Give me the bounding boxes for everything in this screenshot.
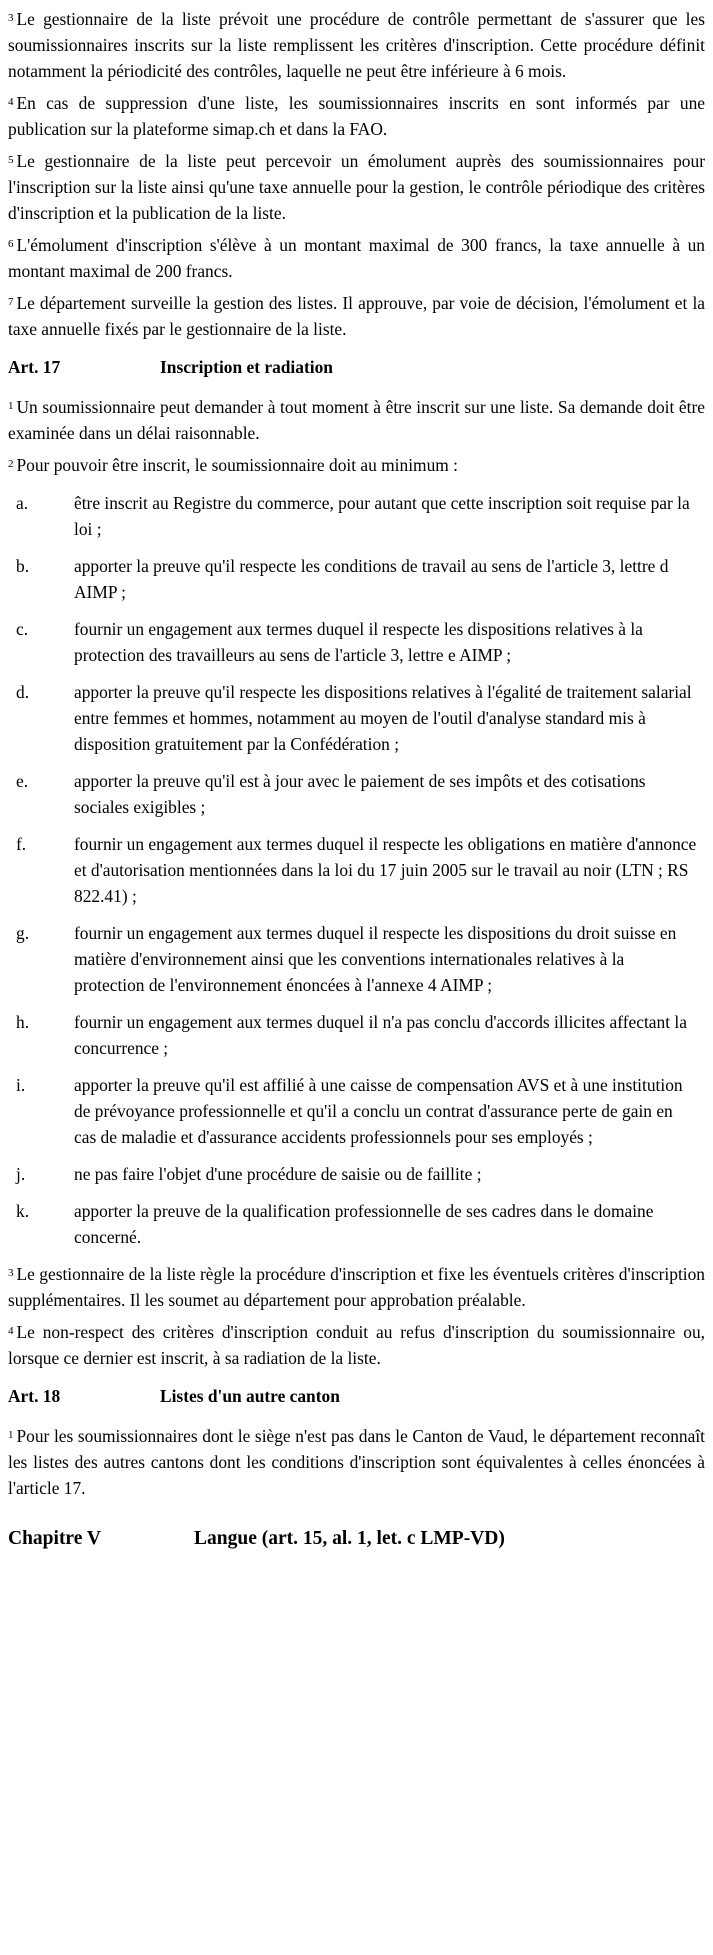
paragraph-text: L'émolument d'inscription s'élève à un montant maximal de 300 francs, la taxe annuelle à un montant maximal de 200 francs. [8,235,705,281]
list-letter: f. [16,834,27,854]
paragraph-text: Le département surveille la gestion des listes. Il approuve, par voie de décision, l'émolument et la taxe annuelle fixés par le gestionnaire de la liste. [8,293,705,339]
list-item [8,553,705,605]
paragraph-text: Le gestionnaire de la liste peut percevoir un émolument auprès des soumissionnaires pour l'inscription sur la liste ainsi qu'une taxe annuelle pour la gestion, le contrôle périodique des critères d'inscription et la publication de la liste. [8,151,705,223]
article-number: Art. 17 [8,357,61,377]
list-item [8,1198,705,1250]
list-letter: j. [16,1164,26,1184]
article-title: Inscription et radiation [160,357,333,377]
list-item [8,490,705,542]
article-title: Listes d'un autre canton [160,1386,340,1406]
paragraph-5 [8,148,705,226]
list-item [8,1009,705,1061]
list-letter: k. [16,1201,30,1221]
paragraph-7 [8,290,705,342]
list-letter: c. [16,619,29,639]
list-text: ne pas faire l'objet d'une procédure de saisie ou de faillite ; [74,1164,482,1184]
list-item [8,831,705,909]
paragraph-number: 4 [8,96,14,108]
paragraph-text: Le gestionnaire de la liste prévoit une procédure de contrôle permettant de s'assurer que les soumissionnaires inscrits sur la liste remplissent les critères d'inscription. Cette procédure définit notamment la périodicité des contrôles, laquelle ne peut être inférieure à 6 mois. [8,9,705,81]
list-letter: h. [16,1012,30,1032]
chapter-number: Chapitre V [8,1528,101,1549]
list-text: apporter la preuve qu'il respecte les dispositions relatives à l'égalité de traitement salarial entre femmes et hommes, notamment au moyen de l'outil d'analyse standard mis à disposition gratuitement par la Confédération ; [74,682,692,754]
list-letter: e. [16,771,29,791]
paragraph-number: 4 [8,1325,14,1337]
list-text: apporter la preuve qu'il est affilié à une caisse de compensation AVS et à une institution de prévoyance professionnelle et qu'il a conclu un contrat d'assurance perte de gain en cas de maladie et d'assurance accidents professionnels pour ses employés ; [74,1075,683,1147]
list-item [8,920,705,998]
list-item [8,1072,705,1150]
list-item [8,679,705,757]
list-text: fournir un engagement aux termes duquel il respecte les dispositions du droit suisse en matière d'environnement ainsi que les conventions internationales relatives à la protection de l'environnement énoncées à l'annexe 4 AIMP ; [74,923,677,995]
art17-paragraph-2 [8,452,705,478]
criteria-list [8,490,705,1250]
list-text: fournir un engagement aux termes duquel il n'a pas conclu d'accords illicites affectant la concurrence ; [74,1012,687,1058]
art17-paragraph-4 [8,1319,705,1371]
paragraph-number: 5 [8,154,14,166]
paragraph-text: Le non-respect des critères d'inscription conduit au refus d'inscription du soumissionnaire ou, lorsque ce dernier est inscrit, à sa radiation de la liste. [8,1322,705,1368]
list-text: apporter la preuve de la qualification professionnelle de ses cadres dans le domaine concerné. [74,1201,654,1247]
paragraph-number: 1 [8,400,14,412]
paragraph-text: En cas de suppression d'une liste, les soumissionnaires inscrits en sont informés par une publication sur la plateforme simap.ch et dans la FAO. [8,93,705,139]
paragraph-number: 1 [8,1429,14,1441]
list-letter: a. [16,493,29,513]
list-text: être inscrit au Registre du commerce, pour autant que cette inscription soit requise par la loi ; [74,493,690,539]
art17-paragraph-3 [8,1261,705,1313]
list-item [8,768,705,820]
paragraph-number: 3 [8,12,14,24]
paragraph-number: 2 [8,458,14,470]
paragraph-text: Le gestionnaire de la liste règle la procédure d'inscription et fixe les éventuels critères d'inscription supplémentaires. Il les soumet au département pour approbation préalable. [8,1264,705,1310]
paragraph-6 [8,232,705,284]
paragraph-text: Un soumissionnaire peut demander à tout moment à être inscrit sur une liste. Sa demande doit être examinée dans un délai raisonnable. [8,397,705,443]
article-17-heading [8,354,705,380]
list-letter: g. [16,923,30,943]
list-letter: d. [16,682,30,702]
paragraph-number: 6 [8,238,14,250]
paragraph-number: 7 [8,296,14,308]
paragraph-number: 3 [8,1267,14,1279]
list-text: fournir un engagement aux termes duquel il respecte les dispositions relatives à la protection des travailleurs au sens de l'article 3, lettre e AIMP ; [74,619,643,665]
paragraph-text: Pour les soumissionnaires dont le siège n'est pas dans le Canton de Vaud, le département reconnaît les listes des autres cantons dont les conditions d'inscription sont équivalentes à celles énoncées à l'article 17. [8,1426,705,1498]
list-letter: i. [16,1075,26,1095]
article-18-heading [8,1383,705,1409]
paragraph-4 [8,90,705,142]
list-item [8,1161,705,1187]
list-item [8,616,705,668]
paragraph-text: Pour pouvoir être inscrit, le soumissionnaire doit au minimum : [16,455,458,475]
paragraph-3 [8,6,705,84]
chapter-title: Langue (art. 15, al. 1, let. c LMP-VD) [194,1528,505,1549]
list-text: apporter la preuve qu'il respecte les conditions de travail au sens de l'article 3, lettre d AIMP ; [74,556,669,602]
list-text: fournir un engagement aux termes duquel il respecte les obligations en matière d'annonce et d'autorisation mentionnées dans la loi du 17 juin 2005 sur le travail au noir (LTN ; RS 822.41) ; [74,834,697,906]
list-letter: b. [16,556,30,576]
art17-paragraph-1 [8,394,705,446]
art18-paragraph-1 [8,1423,705,1501]
list-text: apporter la preuve qu'il est à jour avec le paiement de ses impôts et des cotisations sociales exigibles ; [74,771,646,817]
article-number: Art. 18 [8,1386,61,1406]
chapter-heading [8,1525,705,1553]
